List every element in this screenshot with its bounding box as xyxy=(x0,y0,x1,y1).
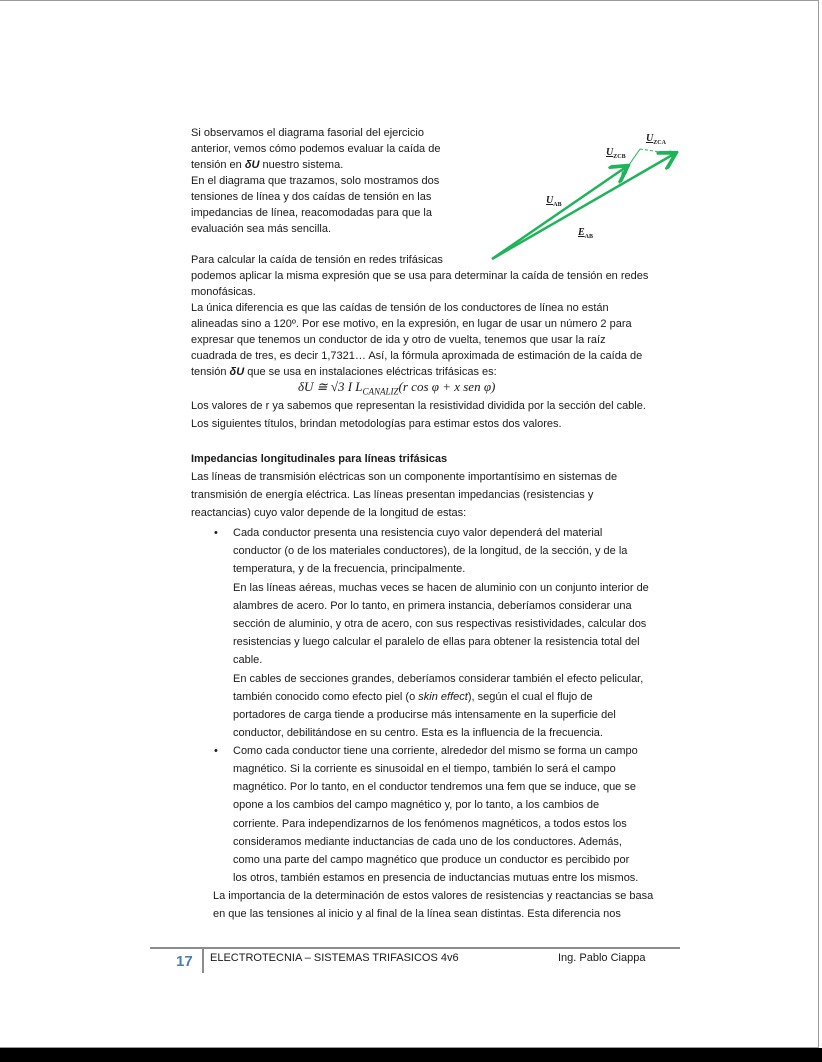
text-segment: magnético. Por lo tanto, en el conductor tendremos una fem que se induce, que se xyxy=(233,781,636,793)
text-segment: skin effect xyxy=(418,691,468,703)
text-line xyxy=(191,506,466,520)
text-line xyxy=(191,174,439,188)
text-line xyxy=(233,726,603,740)
text-segment: tensión en xyxy=(191,159,245,171)
text-segment: podemos aplicar la misma expresión que se usa para determinar la caída de tensión en redes xyxy=(191,270,649,282)
label-eab: $E_{AB}$ xyxy=(578,227,594,240)
formula-rhs: (r cos φ + x sen φ) xyxy=(398,379,496,394)
text-segment: portadores de carga tiende a producirse más intensamente en la superficie del xyxy=(233,709,616,721)
text-line xyxy=(213,907,621,921)
text-segment: monofásicas. xyxy=(191,286,256,298)
text-segment: δU xyxy=(229,366,245,378)
formula-lhs: δU ≅ √3 I L xyxy=(298,379,363,394)
text-segment: que se usa en instalaciones eléctricas trifásicas es: xyxy=(244,366,497,378)
text-line xyxy=(233,762,616,776)
text-segment: Cada conductor presenta una resistencia cuyo valor dependerá del material xyxy=(233,527,603,539)
text-line xyxy=(233,780,636,794)
footer-separator xyxy=(202,949,204,973)
text-line xyxy=(233,653,262,667)
text-line xyxy=(233,817,627,831)
text-line xyxy=(233,744,638,758)
text-segment: impedancias de línea, reacomodadas para que la xyxy=(191,207,432,219)
text-segment: cuadrada de tres, es decir 1,7321… Así, la fórmula aproximada de estimación de la caída de xyxy=(191,350,643,362)
text-line xyxy=(191,285,256,299)
text-line xyxy=(191,470,617,484)
formula-subscript: CANALIZ xyxy=(362,386,399,397)
text-segment: también conocido como efecto piel (o xyxy=(233,691,419,703)
text-segment: sección de aluminio, y otra de acero, con sus respectivas resistividades, calcular dos xyxy=(233,618,647,630)
voltage-drop-formula xyxy=(298,379,495,397)
text-line xyxy=(233,599,632,613)
text-segment: opone a los cambios del campo magnético y, por lo tanto, a los cambios de xyxy=(233,799,600,811)
text-segment: En el diagrama que trazamos, solo mostramos dos xyxy=(191,175,440,187)
phasor-uzca xyxy=(640,149,674,154)
text-line xyxy=(233,871,638,885)
text-line xyxy=(191,190,431,204)
footer-title: ELECTROTECNIA – SISTEMAS TRIFASICOS 4v6 xyxy=(210,952,459,964)
text-line xyxy=(191,301,609,315)
text-segment: La única diferencia es que las caídas de tensión de los conductores de línea no están xyxy=(191,302,609,314)
text-segment: Los siguientes títulos, brindan metodologías para estimar estos dos valores. xyxy=(191,418,562,430)
phasor-diagram xyxy=(480,121,690,276)
text-segment: anterior, vemos cómo podemos evaluar la caída de xyxy=(191,143,441,155)
text-segment: nuestro sistema. xyxy=(259,159,344,171)
text-segment: transmisión de energía eléctrica. Las líneas presentan impedancias (resistencias y xyxy=(191,489,594,501)
text-line xyxy=(191,488,593,502)
text-line xyxy=(191,253,443,267)
text-line xyxy=(233,672,643,686)
text-line xyxy=(233,617,646,631)
phasor-uab xyxy=(492,167,626,259)
text-line xyxy=(191,417,562,431)
phasor-eab xyxy=(492,154,674,259)
text-segment: conductor (o de los materiales conductores), de la longitud, de la sección, y de la xyxy=(233,545,628,557)
text-line xyxy=(233,835,622,849)
text-segment: magnético. Si la corriente es sinusoidal en el tiempo, también lo será el campo xyxy=(233,763,616,775)
bullet-icon: • xyxy=(214,527,218,539)
text-line xyxy=(191,206,432,220)
text-line xyxy=(191,126,424,140)
text-segment: alambres de acero. Por lo tanto, en primera instancia, deberíamos considerar una xyxy=(233,600,632,612)
text-segment: expresar que tenemos un conductor de ida y otro de vuelta, tenemos que usar la raíz xyxy=(191,334,606,346)
text-segment: tensiones de línea y dos caídas de tensión en las xyxy=(191,191,432,203)
text-line xyxy=(233,708,616,722)
text-line xyxy=(191,158,343,172)
text-segment: temperatura, y de la frecuencia, principalmente. xyxy=(233,563,466,575)
footer-author: Ing. Pablo Ciappa xyxy=(558,952,646,964)
text-segment: ), según el cual el flujo de xyxy=(467,691,593,703)
text-line xyxy=(233,562,465,576)
label-uab: $U_{AB}$ xyxy=(546,195,562,208)
text-segment: consideramos mediante inductancias de cada uno de los conductores. Además, xyxy=(233,836,622,848)
text-segment: tensión xyxy=(191,366,230,378)
text-segment: Para calcular la caída de tensión en redes trifásicas xyxy=(191,254,443,266)
text-line xyxy=(213,889,653,903)
text-line xyxy=(233,581,649,595)
text-segment: Si observamos el diagrama fasorial del ejercicio xyxy=(191,127,424,139)
text-line xyxy=(191,317,632,331)
text-segment: Las líneas de transmisión eléctricas son un componente importantísimo en sistemas de xyxy=(191,471,618,483)
text-segment: Como cada conductor tiene una corriente, alrededor del mismo se forma un campo xyxy=(233,745,638,757)
text-line xyxy=(191,365,497,379)
text-segment: reactancias) cuyo valor depende de la longitud de estas: xyxy=(191,507,467,519)
text-line xyxy=(233,798,599,812)
text-line xyxy=(191,399,646,413)
text-segment: como una parte del campo magnético que produce un conductor es percibido por xyxy=(233,854,630,866)
text-line xyxy=(233,635,640,649)
text-line xyxy=(191,333,606,347)
text-segment: La importancia de la determinación de estos valores de resistencias y reactancias se basa xyxy=(213,890,654,902)
text-segment: en que las tensiones al inicio y al final de la línea sean distintas. Esta diferencia nos xyxy=(213,908,621,920)
text-segment: δU xyxy=(244,159,260,171)
page-number: 17 xyxy=(176,953,193,970)
text-segment: corriente. Para independizarnos de los fenómenos magnéticos, a todos estos los xyxy=(233,818,627,830)
text-segment: cable. xyxy=(233,654,263,666)
text-segment: En las líneas aéreas, muchas veces se hacen de aluminio con un conjunto interior de xyxy=(233,582,649,594)
text-line xyxy=(233,544,627,558)
text-segment: alineadas sino a 120º. Por ese motivo, en la expresión, en lugar de usar un número 2 para xyxy=(191,318,632,330)
bullet-icon: • xyxy=(214,745,218,757)
footer-divider xyxy=(150,947,680,949)
text-line xyxy=(233,853,629,867)
text-line xyxy=(233,690,593,704)
text-line xyxy=(191,349,642,363)
section-heading: Impedancias longitudinales para líneas trifásicas xyxy=(191,453,448,465)
text-segment: En cables de secciones grandes, deberíamos considerar también el efecto pelicular, xyxy=(233,673,644,685)
text-segment: conductor, debilitándose en su centro. Esta es la influencia de la frecuencia. xyxy=(233,727,603,739)
bottom-bar xyxy=(0,1048,822,1062)
text-segment: evaluación sea más sencilla. xyxy=(191,223,332,235)
text-line xyxy=(191,142,440,156)
text-line xyxy=(233,526,602,540)
label-uzcb: $U_{ZCB}$ xyxy=(606,147,626,160)
label-uzca: $U_{ZCA}$ xyxy=(646,133,666,146)
text-segment: Los valores de r ya sabemos que representan la resistividad dividida por la sección del cable. xyxy=(191,400,646,412)
text-segment: resistencias y luego calcular el paralelo de ellas para obtener la resistencia total del xyxy=(233,636,640,648)
text-segment: los otros, también estamos en presencia de inductancias mutuas entre los mismos. xyxy=(233,872,639,884)
text-line xyxy=(191,222,331,236)
